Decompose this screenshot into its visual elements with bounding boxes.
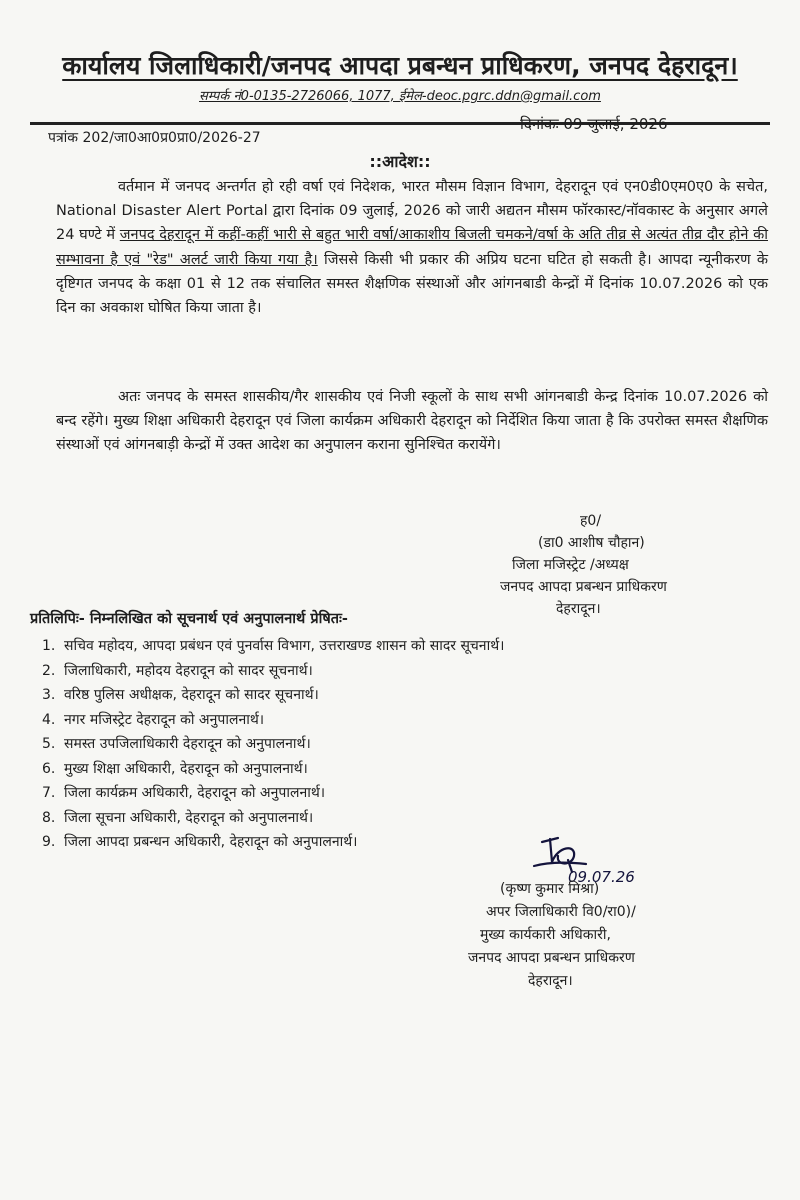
copy-list-text: मुख्य शिक्षा अधिकारी, देहरादून को अनुपालनार्थ।	[64, 760, 308, 777]
copy-list-number: 2.	[42, 662, 56, 679]
copy-list-text: समस्त उपजिलाधिकारी देहरादून को अनुपालनार्थ।	[64, 736, 311, 752]
signatory-2-place: देहरादून।	[528, 973, 573, 989]
copy-list-number: 7.	[42, 785, 56, 801]
reference-number: पत्रांक 202/जा0आ0प्र0प्रा0/2026-27	[48, 130, 261, 146]
copy-to-list	[42, 634, 504, 855]
signatory-name: (डा0 आशीष चौहान)	[538, 535, 645, 551]
signature-date: 09.07.26	[568, 868, 635, 886]
copy-list-text: जिलाधिकारी, महोदय देहरादून को सादर सूचनार्थ।	[64, 662, 313, 679]
copy-list-item	[42, 634, 504, 659]
contact-line: सम्पर्क नं0-0135-2726066, 1077, ईमेल-deoc.pgrc.ddn@gmail.com	[199, 89, 601, 104]
signatory-block-additional-dm	[468, 878, 636, 993]
copy-to-heading: प्रतिलिपिः- निम्नलिखित को सूचनार्थ एवं अनुपालनार्थ प्रेषितः-	[30, 611, 348, 627]
signatory-designation: जिला मजिस्ट्रेट /अध्यक्ष	[512, 557, 629, 573]
office-title: कार्यालय जिलाधिकारी/जनपद आपदा प्रबन्धन प्राधिकरण, जनपद देहरादून।	[62, 51, 738, 80]
red-alert-underlined-text: जनपद देहरादून में कहीं-कहीं भारी से बहुत भारी वर्षा/आकाशीय बिजली चमकने/वर्षा के अति तीव्र से अत्यंत तीव्र दौर होने की सम्भावना है एवं "रेड" अलर्ट जारी किया गया है।	[56, 227, 768, 268]
order-date: दिनांकः 09 जुलाई, 2026	[520, 115, 668, 133]
signatory-place: देहरादून।	[556, 601, 601, 617]
signatory-authority: जनपद आपदा प्रबन्धन प्राधिकरण	[500, 579, 667, 595]
copy-list-text: जिला कार्यक्रम अधिकारी, देहरादून को अनुपालनार्थ।	[64, 785, 326, 801]
copy-list-number: 6.	[42, 760, 56, 777]
signatory-2-role: मुख्य कार्यकारी अधिकारी,	[480, 927, 611, 943]
copy-list-number: 3.	[42, 687, 56, 703]
copy-list-text: जिला सूचना अधिकारी, देहरादून को अनुपालनार्थ।	[64, 809, 314, 826]
signed-mark: ह0/	[580, 513, 602, 529]
signatory-block-district-magistrate	[470, 510, 667, 620]
copy-list-item	[42, 732, 504, 757]
para-1-text-end: जिससे किसी भी प्रकार की अप्रिय घटना घटित हो सकती है। आपदा न्यूनीकरण के दृष्टिगत जनपद के कक्षा 01 से 12 तक संचालित समस्त शैक्षणिक संस्थाओं और आंगनबाडी केन्द्रों में दिनांक 10.07.2026 को एक दिन का अवकाश घोषित किया जाता है।	[56, 251, 768, 317]
copy-list-text: नगर मजिस्ट्रेट देहरादून को अनुपालनार्थ।	[64, 711, 265, 728]
copy-list-item	[42, 806, 504, 831]
order-paragraph-2: अतः जनपद के समस्त शासकीय/गैर शासकीय एवं निजी स्कूलों के साथ सभी आंगनबाडी केन्द्र दिनांक 10.07.2026 को बन्द रहेंगे। मुख्य शिक्षा अधिकारी देहरादून एवं जिला कार्यक्रम अधिकारी देहरादून को निर्देशित किया जाता है कि उपरोक्त समस्त शैक्षणिक संस्थाओं एवं आंगनबाड़ी केन्द्रों में उक्त आदेश का अनुपालन कराना सुनिश्चित करायेंगे।	[56, 389, 768, 454]
copy-list-number: 4.	[42, 711, 56, 728]
copy-list-number: 1.	[42, 638, 56, 654]
copy-list-item	[42, 659, 504, 684]
signatory-2-name: (कृष्ण कुमार मिश्रा)	[500, 881, 600, 897]
copy-list-number: 8.	[42, 809, 56, 826]
copy-list-text: जिला आपदा प्रबन्धन अधिकारी, देहरादून को अनुपालनार्थ।	[64, 834, 358, 850]
copy-list-text: सचिव महोदय, आपदा प्रबंधन एवं पुनर्वास विभाग, उत्तराखण्ड शासन को सादर सूचनार्थ।	[64, 638, 505, 654]
order-heading: ::आदेश::	[369, 152, 431, 171]
copy-list-item	[42, 708, 504, 733]
copy-list-text: वरिष्ठ पुलिस अधीक्षक, देहरादून को सादर सूचनार्थ।	[64, 687, 319, 703]
para-1-text-start: वर्तमान में जनपद अन्तर्गत हो रही वर्षा एवं निदेशक, भारत मौसम विज्ञान विभाग, देहरादून एवं एन0डी0एम0ए0 के सचेत, National Disaster Alert Portal द्वारा दिनांक 09 जुलाई, 2026 को जारी अद्यतन मौसम फॉरकास्ट/नॉवकास्ट के अनुसार अगले 24 घण्टे में	[56, 179, 768, 244]
copy-list-item	[42, 757, 504, 782]
copy-list-number: 9.	[42, 834, 56, 850]
copy-list-item	[42, 781, 504, 806]
order-paragraph-1	[56, 175, 768, 320]
copy-list-number: 5.	[42, 736, 56, 752]
signatory-2-authority: जनपद आपदा प्रबन्धन प्राधिकरण	[468, 950, 635, 966]
signatory-2-designation: अपर जिलाधिकारी वि0/रा0)/	[486, 904, 636, 920]
copy-list-item	[42, 683, 504, 708]
copy-list-item	[42, 830, 504, 855]
